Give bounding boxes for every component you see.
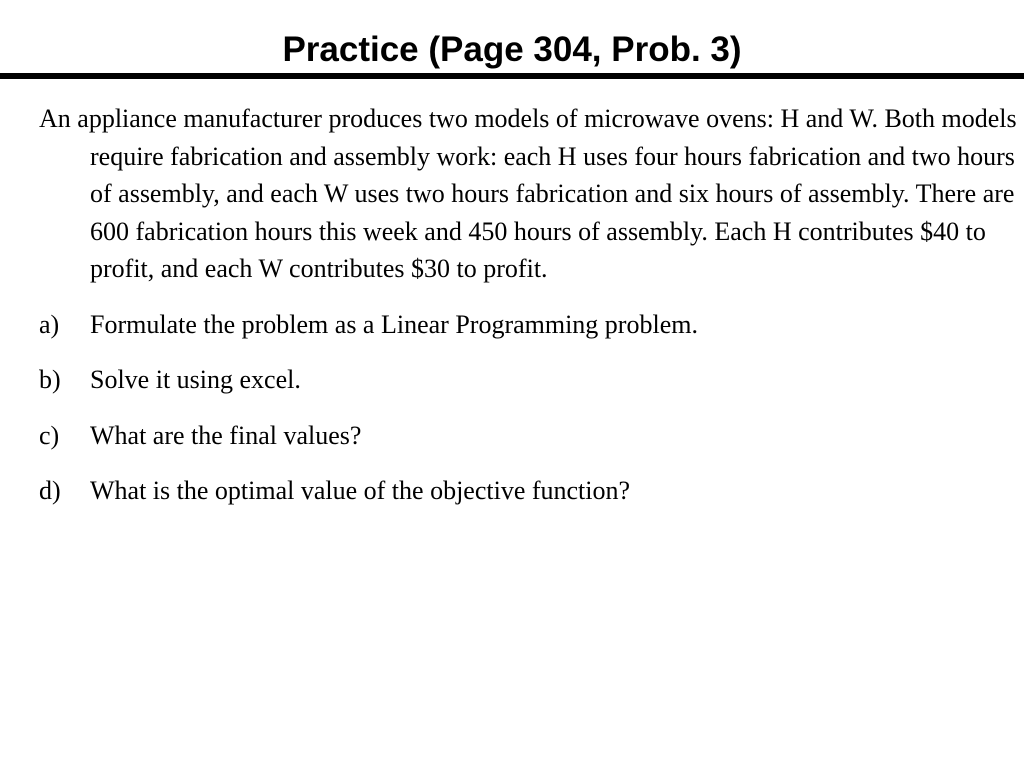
- list-item-text: What are the final values?: [90, 420, 362, 450]
- slide-title: Practice (Page 304, Prob. 3): [282, 30, 742, 69]
- list-item-a: [39, 306, 1019, 344]
- list-item-text: Formulate the problem as a Linear Programming problem.: [90, 309, 698, 339]
- list-item-d: [39, 472, 1019, 510]
- title-divider: [0, 73, 1024, 79]
- list-marker: d): [39, 476, 61, 505]
- list-item-c: [39, 417, 1019, 455]
- list-marker: c): [39, 420, 60, 450]
- slide-body: [39, 100, 1019, 510]
- list-marker: b): [39, 365, 61, 394]
- list-marker: a): [39, 309, 60, 339]
- list-item-text: What is the optimal value of the objective function?: [90, 476, 631, 505]
- list-item-text: Solve it using excel.: [90, 365, 301, 394]
- list-item-b: [39, 361, 1019, 399]
- problem-statement: An appliance manufacturer produces two models of microwave ovens: H and W. Both models require fabrication and assembly work: each H uses four hours fabrication and two hours of assembly, and each W uses two hours fabrication and six hours of assembly. There are 600 fabrication hours this week and 450 hours of assembly. Each H contributes $40 to profit, and each W contributes $30 to profit.: [39, 104, 1017, 283]
